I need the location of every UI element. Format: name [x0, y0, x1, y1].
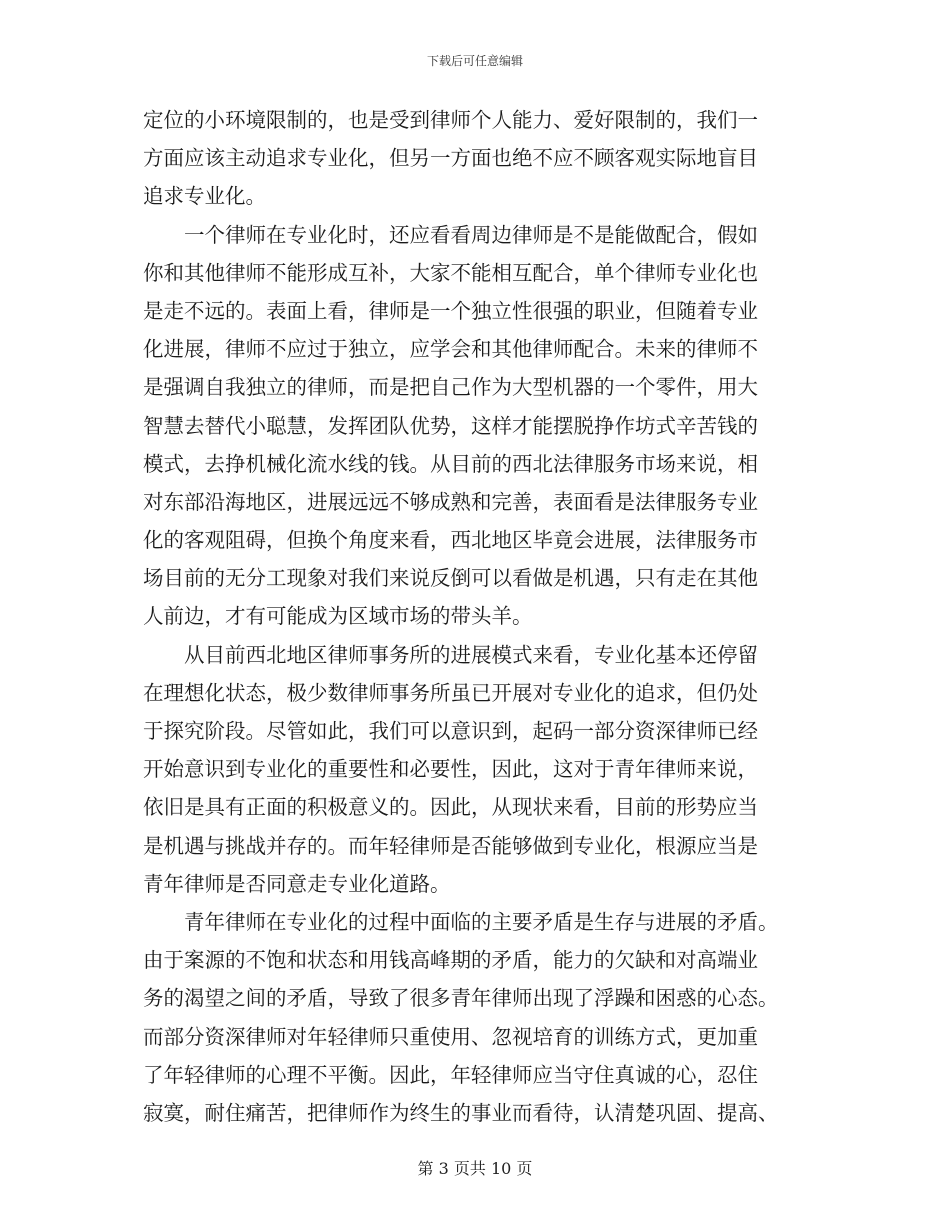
text-line: 模式，去挣机械化流水线的钱。从目前的西北法律服务市场来说，相 [143, 451, 758, 476]
text-line: 从目前西北地区律师事务所的进展模式来看，专业化基本还停留 [143, 642, 758, 667]
text-line: 依旧是具有正面的积极意义的。因此，从现状来看，目前的形势应当 [143, 795, 758, 820]
text-line: 了年轻律师的心理不平衡。因此，年轻律师应当守住真诚的心，忍住 [143, 1062, 758, 1087]
text-line: 是走不远的。表面上看，律师是一个独立性很强的职业，但随着专业 [143, 298, 758, 323]
text-line: 人前边，才有可能成为区域市场的带头羊。 [143, 604, 533, 629]
text-line: 于探究阶段。尽管如此，我们可以意识到，起码一部分资深律师已经 [143, 719, 758, 743]
text-line: 对东部沿海地区，进展远远不够成熟和完善，表面看是法律服务专业 [143, 489, 758, 514]
text-line: 场目前的无分工现象对我们来说反倒可以看做是机遇，只有走在其他 [143, 566, 758, 591]
text-line: 定位的小环境限制的，也是受到律师个人能力、爱好限制的，我们一 [143, 108, 758, 132]
text-line: 你和其他律师不能形成互补，大家不能相互配合，单个律师专业化也 [143, 260, 758, 285]
text-line: 化进展，律师不应过于独立，应学会和其他律师配合。未来的律师不 [143, 337, 758, 362]
text-line: 由于案源的不饱和状态和用钱高峰期的矛盾，能力的欠缺和对高端业 [143, 948, 758, 973]
text-line: 化的客观阻碍，但换个角度来看，西北地区毕竟会进展，法律服务市 [143, 528, 758, 553]
text-line: 寂寞，耐住痛苦，把律师作为终生的事业而看待，认清楚巩固、提高、 [143, 1100, 779, 1125]
text-line: 务的渴望之间的矛盾，导致了很多青年律师出现了浮躁和困惑的心态。 [143, 986, 779, 1011]
text-line: 方面应该主动追求专业化，但另一方面也绝不应不顾客观实际地盲目 [143, 146, 758, 171]
text-line: 智慧去替代小聪慧，发挥团队优势，这样才能摆脱挣作坊式辛苦钱的 [143, 413, 758, 438]
page-header: 下载后可任意编辑 [426, 54, 523, 68]
text-line: 开始意识到专业化的重要性和必要性，因此，这对于青年律师来说， [143, 757, 758, 782]
text-line: 青年律师是否同意走专业化道路。 [143, 871, 451, 896]
text-line: 在理想化状态，极少数律师事务所虽已开展对专业化的追求，但仍处 [143, 680, 758, 705]
body-text [143, 101, 815, 1132]
text-line: 是强调自我独立的律师，而是把自己作为大型机器的一个零件，用大 [143, 375, 758, 400]
text-line: 是机遇与挑战并存的。而年轻律师是否能够做到专业化，根源应当是 [143, 833, 758, 858]
text-line: 一个律师在专业化时，还应看看周边律师是不是能做配合，假如 [143, 222, 758, 247]
text-line: 青年律师在专业化的过程中面临的主要矛盾是生存与进展的矛盾。 [143, 909, 779, 934]
text-line: 追求专业化。 [143, 184, 266, 209]
page-footer: 第 3 页共 10 页 [417, 1159, 533, 1178]
text-line: 而部分资深律师对年轻律师只重使用、忽视培育的训练方式，更加重 [143, 1024, 758, 1049]
